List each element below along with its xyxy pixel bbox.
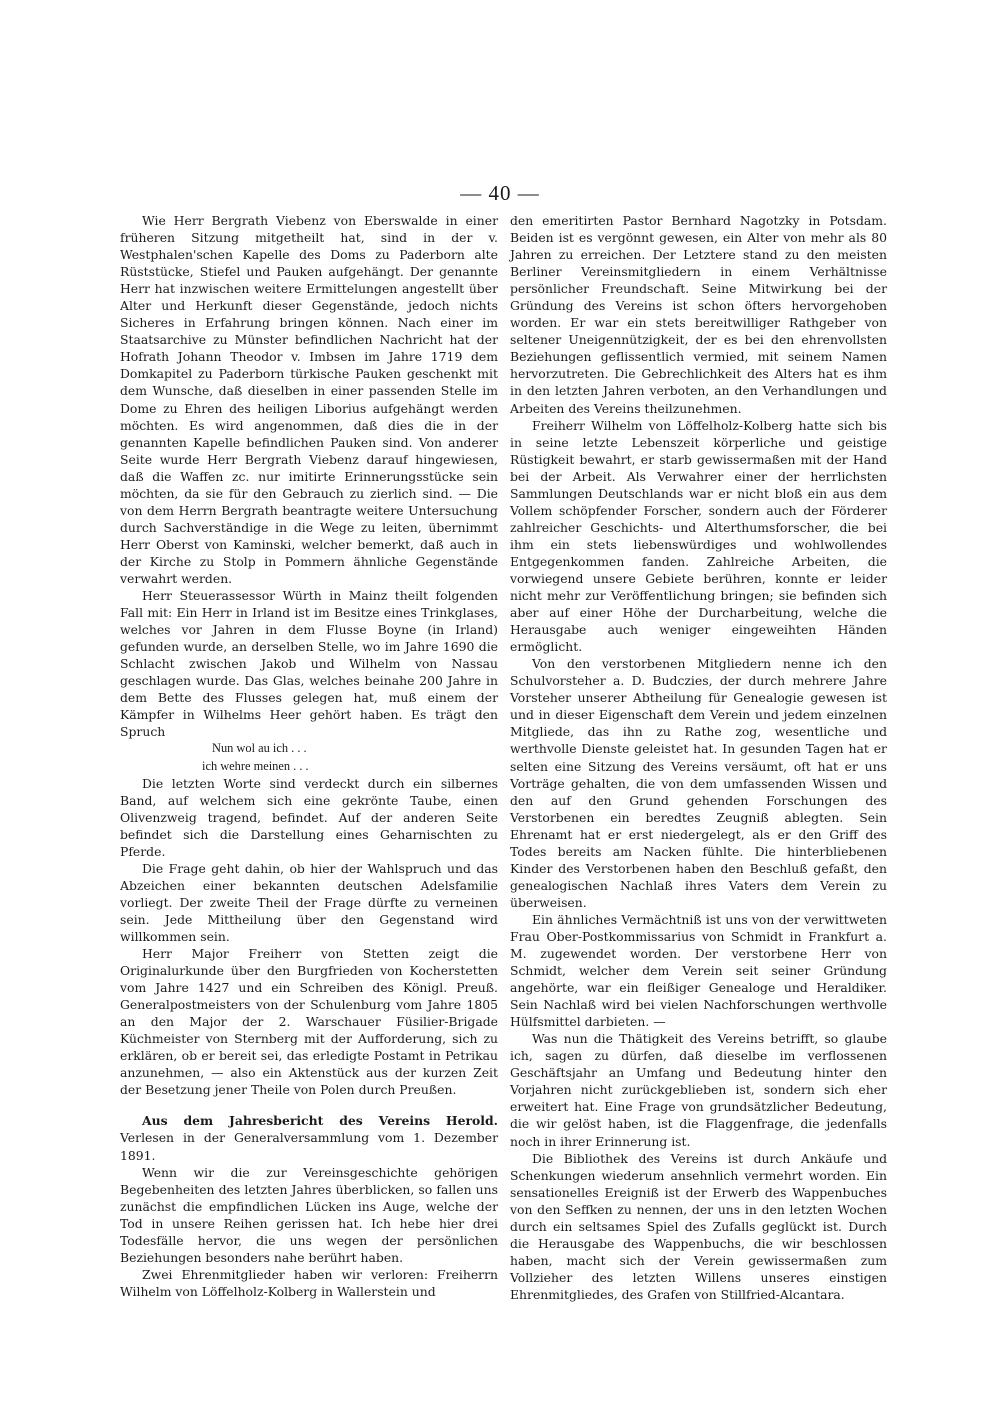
paragraph-silver-band: Die letzten Worte sind verdeckt durch ein silbernes Band, auf welchem sich eine gekrönte Taube, einen Olivenzweig tragend, befindet. Auf der anderen Seite befindet sich die Darstellung eines Geharnischten zu Pferde. — [120, 775, 498, 859]
section-heading-subtitle: Verlesen in der Generalversammlung vom 1. Dezember 1891. — [120, 1130, 498, 1163]
paragraph-activity: Was nun die Thätigkeit des Vereins betrifft, so glaube ich, sagen zu dürfen, daß dieselbe im verflossenen Geschäftsjahr an Umfang und Bedeutung hinter den Vorjahren nicht zurückgeblieben ist, sondern sich eher erweitert hat. Eine Frage von grundsätzlicher Bedeutung, die wir gelöst haben, ist die Flaggenfrage, die jedenfalls noch in ihrer Erinnerung ist. — [510, 1031, 887, 1149]
section-heading — [120, 1112, 498, 1163]
paragraph-stetten: Herr Major Freiherr von Stetten zeigt die Originalurkunde über den Burgfrieden von Kocherstetten vom Jahre 1427 und ein Schreiben des Königl. Preuß. Generalpostmeisters von der Schulenburg vom Jahre 1805 an den Major der 2. Warschauer Füsilier-Brigade Küchmeister von Sternberg mit der Aufforderung, sich zu erklären, ob er bereit sei, das erledigte Postamt in Petrikau anzunehmen, — also ein Aktenstück aus der kurzen Zeit der Besetzung jener Theile von Polen durch Preußen. — [120, 946, 498, 1098]
paragraph-nagotzky: den emeritirten Pastor Bernhard Nagotzky in Potsdam. Beiden ist es vergönnt gewesen, ein Alter von mehr als 80 Jahren zu erreichen. Der Letztere stand zu den meisten Berliner Vereinsmitgliedern in einem Verhältnisse persönlicher Freundschaft. Seine Mitwirkung bei der Gründung des Vereins ist schon öfters hervorgehoben worden. Er war ein stets bereitwilliger Rathgeber von seltener Uneigennützigkeit, der es bei den ehrenvollsten Beziehungen geflissentlich vermied, mit seinem Namen hervorzutreten. Die Gebrechlichkeit des Alters hat es ihm in den letzten Jahren verboten, an den Verhandlungen und Arbeiten des Vereins theilzunehmen. — [510, 213, 887, 416]
inscription-line-2: ich wehre meinen . . . — [202, 758, 309, 773]
left-column — [120, 212, 498, 1300]
paragraph-wuerth: Herr Steuerassessor Würth in Mainz theilt folgenden Fall mit: Ein Herr in Irland ist im Besitze eines Trinkglases, welches vor Jahren in dem Flusse Boyne (in Irland) gefunden wurde, an derselben Stelle, wo im Jahre 1690 die Schlacht zwischen Jakob und Wilhelm von Nassau geschlagen wurde. Das Glas, welches beinahe 200 Jahre in dem Bette des Flusses gelegen hat, muß einem der Kämpfer in Wilhelms Heer gehört haben. Es trägt den Spruch — [120, 588, 498, 740]
section-heading-title: Aus dem Jahresbericht des Vereins Herold. — [142, 1113, 498, 1129]
right-column — [510, 212, 887, 1303]
paragraph-honorary-members: Zwei Ehrenmitglieder haben wir verloren: Freiherrn Wilhelm von Löffelholz-Kolberg in Wallerstein und — [120, 1266, 498, 1299]
page-number: — 40 — — [460, 181, 540, 205]
paragraph-viebenz: Wie Herr Bergrath Viebenz von Eberswalde in einer früheren Sitzung mitgetheilt hat, sind in der v. Westphalen'schen Kapelle des Doms zu Paderborn alte Rüststücke, Stiefel und Pauken aufgehängt. Der genannte Herr hat inzwischen weitere Ermittelungen angestellt über Alter und Herkunft dieser Gegenstände, jedoch nichts Sicheres in Erfahrung bringen können. Nach einer im Staatsarchive zu Münster befindlichen Nachricht hat der Hofrath Johann Theodor v. Imbsen im Jahre 1719 dem Domkapitel zu Paderborn türkische Pauken geschenkt mit dem Wunsche, daß dieselben in einer passenden Stelle im Dome zu Ehren des heiligen Liborius aufgehängt werden möchten. Es wird angenommen, daß dies die in der genannten Kapelle befindlichen Pauken sind. Von anderer Seite wurde Herr Bergrath Viebenz darauf hingewiesen, daß die Waffen zc. nur imitirte Erinnerungsstücke sein möchten, da sie für den Gebrauch zu zierlich sind. — Die von dem Herrn Bergrath beantragte weitere Untersuchung durch Sachverständige in die Wege zu leiten, übernimmt Herr Oberst von Kaminski, welcher bemerkt, daß auch in der Kirche zu Stolp in Pommern ähnliche Gegenstände verwahrt werden. — [120, 213, 498, 586]
paragraph-schmidt: Ein ähnliches Vermächtniß ist uns von der verwittweten Frau Ober-Postkommissarius von Schmidt in Frankfurt a. M. zugewendet worden. Der verstorbene Herr von Schmidt, welcher dem Verein seit seiner Gründung angehörte, war ein fleißiger Genealoge und Heraldiker. Sein Nachlaß wird bei vielen Nachforschungen werthvolle Hülfsmittel darbieten. — — [510, 911, 887, 1030]
paragraph-year-review: Wenn wir die zur Vereinsgeschichte gehörigen Begebenheiten des letzten Jahres überblicken, so fallen uns zunächst die empfindlichen Lücken ins Auge, welche der Tod in unsere Reihen gerissen hat. Ich hebe hier drei Todesfälle hervor, die uns wegen der persönlichen Beziehungen besonders nahe berührt haben. — [120, 1164, 498, 1265]
paragraph-question: Die Frage geht dahin, ob hier der Wahlspruch und das Abzeichen einer bekannten deutschen Adelsfamilie vorliegt. Der zweite Theil der Frage dürfte zu verneinen sein. Jede Mittheilung über den Gegenstand wird willkommen sein. — [120, 860, 498, 944]
paragraph-budczies: Von den verstorbenen Mitgliedern nenne ich den Schulvorsteher a. D. Budczies, der durch mehrere Jahre Vorsteher unserer Abtheilung für Genealogie gewesen ist und in dieser Eigenschaft dem Verein und jedem einzelnen Mitgliede, das ihn zu Rathe zog, wesentliche und werthvolle Dienste geleistet hat. In gesunden Tagen hat er selten eine Sitzung des Vereins versäumt, oft hat er uns Vorträge gehalten, die von dem umfassenden Wissen und den auf den Grund gehenden Forschungen des Verstorbenen ein beredtes Zeugniß ablegten. Sein Ehrenamt hat er erst niedergelegt, als er den Griff des Todes bereits am Nacken fühlte. Die hinterbliebenen Kinder des Verstorbenen haben den Beschluß gefaßt, den genealogischen Nachlaß ihres Vaters dem Verein zu überweisen. — [510, 656, 887, 910]
paragraph-library: Die Bibliothek des Vereins ist durch Ankäufe und Schenkungen wiederum ansehnlich vermehrt worden. Ein sensationelles Ereigniß ist der Erwerb des Wappenbuches von den Seffken zu nennen, der uns in den letzten Wochen durch ein seltsames Spiel des Zufalls geglückt ist. Durch die Herausgabe des Wappenbuchs, die wir beschlossen haben, macht sich der Verein gewissermaßen zum Vollzieher des letzten Willens unseres einstigen Ehrenmitgliedes, des Grafen von Stillfried-Alcantara. — [510, 1150, 887, 1302]
paragraph-loeffelholz: Freiherr Wilhelm von Löffelholz-Kolberg hatte sich bis in seine letzte Lebenszeit körperliche und geistige Rüstigkeit bewahrt, er starb gewissermaßen mit der Hand bei der Arbeit. Als Verwahrer einer der herrlichsten Sammlungen Deutschlands war er nicht bloß ein aus dem Vollem schöpfender Forscher, sondern auch der Förderer zahlreicher Geschichts- und Alterthumsforscher, die bei ihm ein stets liebenswürdiges und wohlwollendes Entgegenkommen fanden. Zahlreiche Arbeiten, die vorwiegend unsere Gebiete berühren, konnte er leider nicht mehr zur Veröffentlichung bringen; sie befinden sich aber auf einer Höhe der Durcharbeitung, welche die Herausgabe auch weniger eingeweihten Händen ermöglicht. — [510, 417, 887, 655]
inscription-line-1: Nun wol au ich . . . — [212, 741, 307, 756]
